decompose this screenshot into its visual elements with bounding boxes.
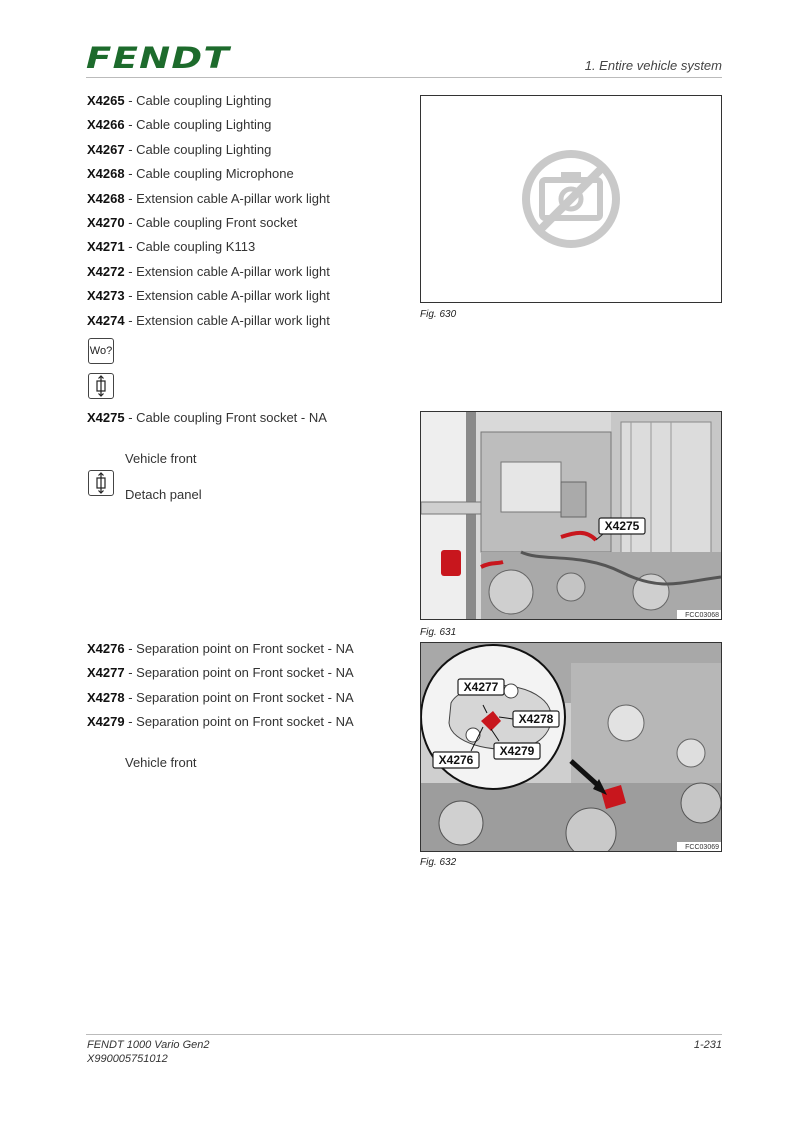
figure-caption: Fig. 631 [420, 627, 457, 638]
list-item: X4279 - Separation point on Front socket - NA [87, 714, 354, 730]
fendt-logo [86, 44, 232, 72]
list-item: X4275 - Cable coupling Front socket - NA [87, 410, 327, 425]
list-item: X4271 - Cable coupling K113 [87, 239, 256, 255]
callout-x4278: X4278 [518, 712, 554, 726]
component-code: X4271 [87, 239, 125, 255]
component-code: X4276 [87, 641, 125, 656]
component-code: X4279 [87, 714, 125, 730]
vehicle-front-label: Vehicle front [125, 755, 197, 770]
figure-caption: Fig. 632 [420, 857, 457, 868]
list-item: X4276 - Separation point on Front socket - NA [87, 641, 354, 656]
footer-model: FENDT 1000 Vario Gen2 [87, 1039, 210, 1051]
component-desc: Separation point on Front socket - NA [136, 714, 354, 730]
where-icon-label: Wo? [89, 345, 113, 357]
figure-631 [420, 411, 722, 620]
component-code: X4273 [87, 288, 125, 304]
image-ref: FCC03068 [685, 612, 719, 619]
component-desc: Separation point on Front socket - NA [136, 689, 354, 705]
image-ref: FCC03069 [685, 844, 719, 851]
list-item: X4273 - Extension cable A-pillar work light [87, 288, 330, 304]
component-desc: Cable coupling Lighting [136, 141, 272, 157]
component-list [87, 93, 407, 337]
figure-632 [420, 642, 722, 852]
list-item: X4272 - Extension cable A-pillar work light [87, 263, 330, 279]
engine-illustration-632 [421, 643, 721, 851]
detach-panel-icon [88, 373, 114, 399]
component-desc: Extension cable A-pillar work light [136, 190, 330, 206]
callout-x4279: X4279 [499, 744, 535, 758]
section-title: 1. Entire vehicle system [584, 58, 722, 73]
component-desc: Cable coupling Microphone [136, 166, 294, 182]
component-code: X4274 [87, 312, 125, 328]
component-code: X4266 [87, 117, 125, 133]
separation-point-list [87, 641, 407, 739]
where-question-icon [88, 338, 114, 364]
callout-x4276: X4276 [438, 753, 474, 767]
component-code: X4267 [87, 141, 125, 157]
component-desc: Separation point on Front socket - NA [136, 641, 354, 656]
list-item: X4267 - Cable coupling Lighting [87, 141, 272, 157]
component-desc: Extension cable A-pillar work light [136, 312, 330, 328]
component-desc: Cable coupling Lighting [136, 93, 272, 108]
component-code: X4265 [87, 93, 125, 108]
logo-text: FENDT [86, 44, 232, 72]
component-code: X4277 [87, 665, 125, 681]
component-code: X4278 [87, 689, 125, 705]
footer-doc-number: X990005751012 [87, 1053, 168, 1065]
header-divider [86, 77, 722, 78]
list-item: X4274 - Extension cable A-pillar work light [87, 312, 330, 328]
callout-x4277: X4277 [463, 680, 499, 694]
list-item: X4265 - Cable coupling Lighting [87, 93, 272, 108]
list-item: X4278 - Separation point on Front socket - NA [87, 689, 354, 705]
list-item: X4268 - Cable coupling Microphone [87, 166, 294, 182]
component-code: X4268 [87, 190, 125, 206]
list-item: X4268 - Extension cable A-pillar work light [87, 190, 330, 206]
list-item: X4270 - Cable coupling Front socket [87, 214, 298, 230]
footer-divider [86, 1034, 722, 1035]
component-code: X4275 [87, 410, 125, 425]
component-code: X4270 [87, 214, 125, 230]
component-desc: Cable coupling Lighting [136, 117, 272, 133]
component-desc: Extension cable A-pillar work light [136, 263, 330, 279]
component-desc: Cable coupling K113 [136, 239, 256, 255]
figure-caption: Fig. 630 [420, 309, 457, 320]
component-desc: Extension cable A-pillar work light [136, 288, 330, 304]
engine-illustration-631 [421, 412, 721, 619]
figure-630 [420, 95, 722, 303]
component-desc: Cable coupling Front socket [136, 214, 298, 230]
no-photo-icon [421, 96, 721, 302]
list-item: X4277 - Separation point on Front socket - NA [87, 665, 354, 681]
component-code: X4272 [87, 263, 125, 279]
footer-page-number: 1-231 [693, 1039, 722, 1051]
component-code: X4268 [87, 166, 125, 182]
detach-panel-label: Detach panel [125, 487, 202, 502]
component-desc: Separation point on Front socket - NA [136, 665, 354, 681]
callout-x4275: X4275 [604, 519, 640, 533]
detach-panel-icon [88, 470, 114, 496]
vehicle-front-label: Vehicle front [125, 451, 197, 466]
list-item: X4266 - Cable coupling Lighting [87, 117, 272, 133]
component-desc: Cable coupling Front socket - NA [136, 410, 327, 425]
